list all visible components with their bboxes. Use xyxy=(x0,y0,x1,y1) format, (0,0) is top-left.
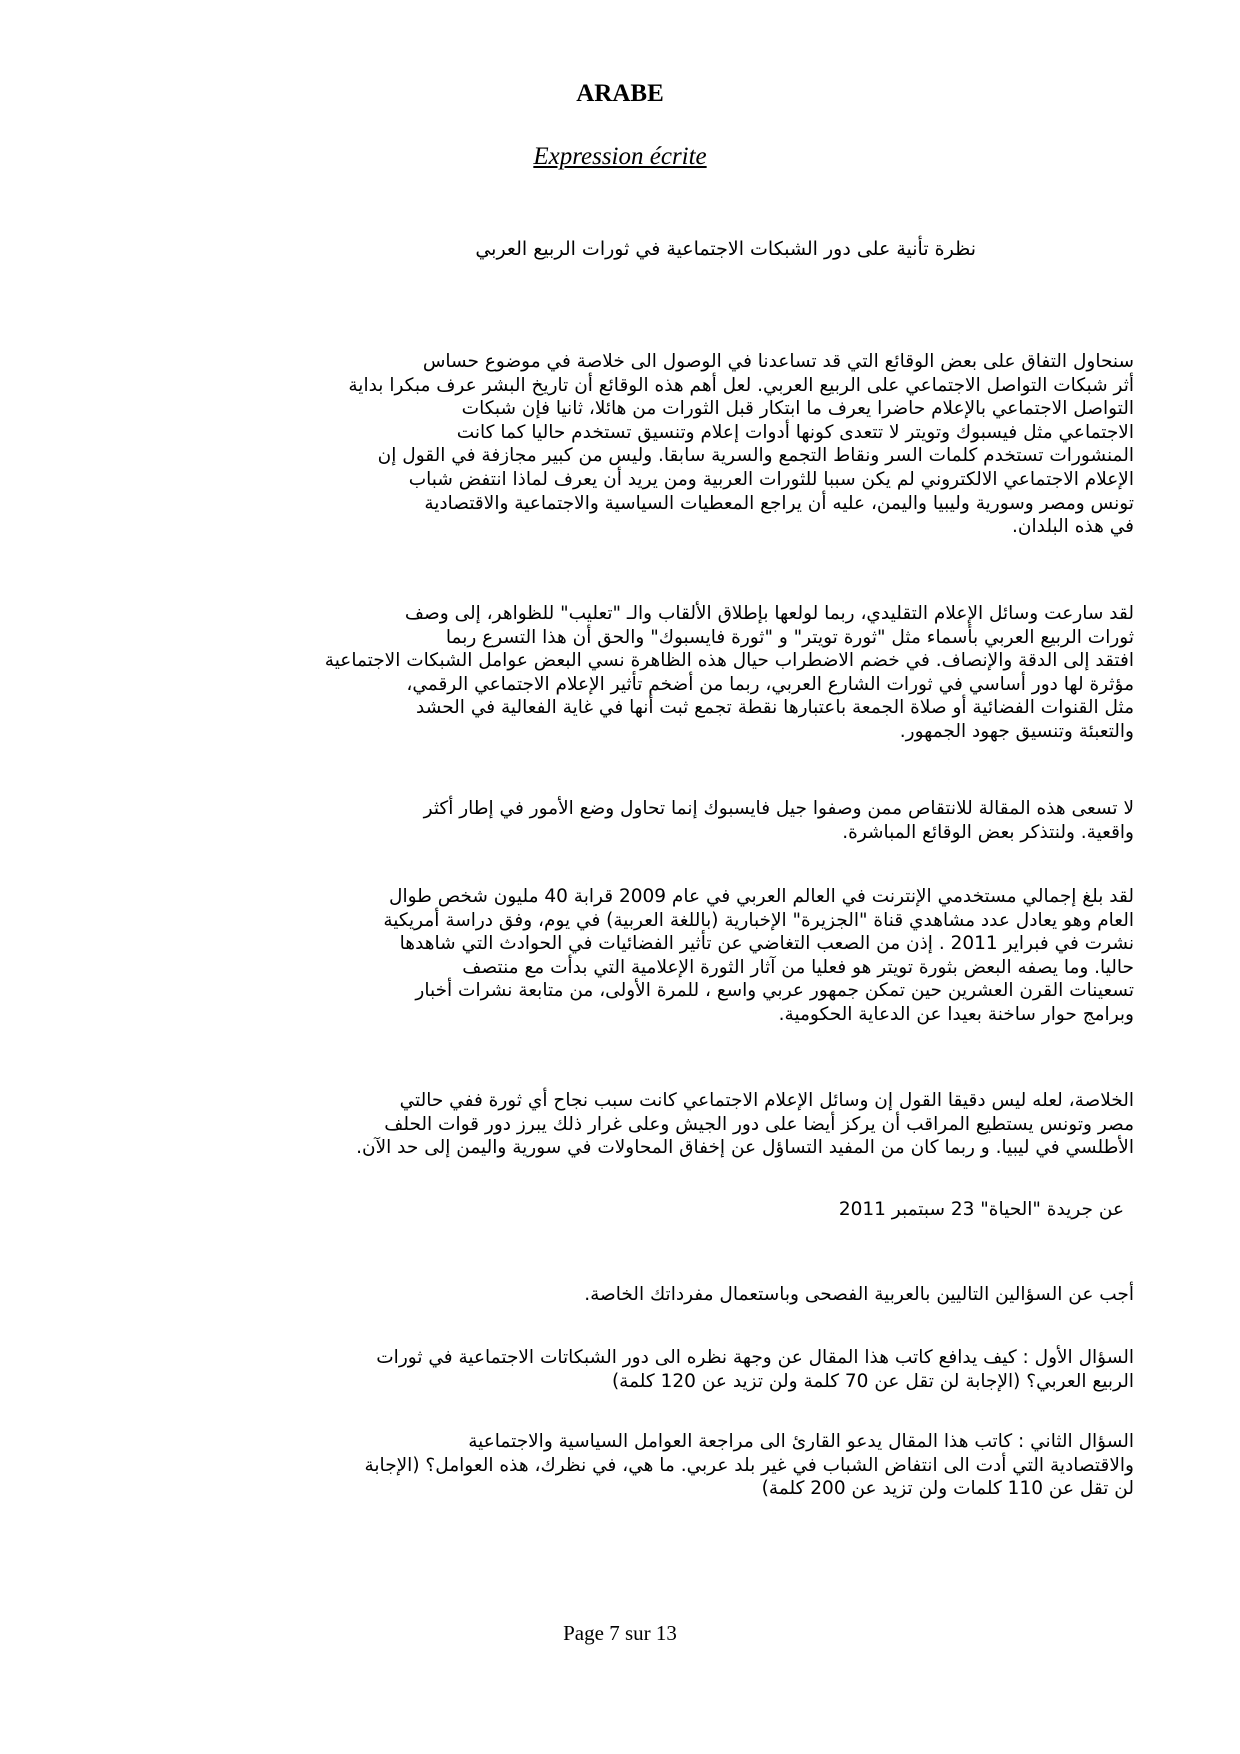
text-line: العام وهو يعادل عدد مشاهدي قناة "الجزيرة" الإخبارية (باللغة العربية) في يوم، وفق دراسة أمريكية xyxy=(383,909,1134,931)
text-line: التواصل الاجتماعي بالإعلام حاضرا يعرف ما ابتكار قبل الثورات من هائلا، ثانيا فإن شبكات xyxy=(461,398,1134,420)
page-title: ARABE xyxy=(576,80,664,107)
text-line: حاليا. وما يصفه البعض بثورة تويتر هو فعليا من آثار الثورة الإعلامية التي بدأت مع منتصف xyxy=(462,956,1134,978)
text-line: لا تسعى هذه المقالة للانتقاص ممن وصفوا جيل فايسبوك إنما تحاول وضع الأمور في إطار أكثر xyxy=(423,798,1134,819)
text-line: مصر وتونس يستطيع المراقب أن يركز أيضا على دور الجيش وعلى غرار ذلك يبرز دور قوات الحلف xyxy=(384,1113,1134,1135)
article-paragraph-4 xyxy=(118,885,1134,1027)
text-line: افتقد إلى الدقة والإنصاف. في خضم الاضطراب حيال هذه الظاهرة نسي البعض عوامل الشبكات الاجتماعية xyxy=(324,650,1134,672)
text-line: أثر شبكات التواصل الاجتماعي على الربيع العربي. لعل أهم هذه الوقائع أن تاريخ البشر عرف مبكرا بداية xyxy=(348,374,1134,396)
article-paragraph-3 xyxy=(118,797,1134,844)
page-subtitle: Expression écrite xyxy=(533,143,707,170)
source-line: عن جريدة "الحياة" 23 سبتمبر 2011 xyxy=(838,1199,1124,1220)
text-line: واقعية. ولنتذكر بعض الوقائع المباشرة. xyxy=(842,821,1134,843)
article-heading: نظرة تأنية على دور الشبكات الاجتماعية في ثورات الربيع العربي xyxy=(475,238,976,260)
text-line: والتعبئة وتنسيق جهود الجمهور. xyxy=(899,720,1134,742)
text-line: تسعينات القرن العشرين حين تمكن جمهور عربي واسع ، للمرة الأولى، من متابعة نشرات أخبار xyxy=(415,980,1134,1002)
text-line: الاجتماعي مثل فيسبوك وتويتر لا تتعدى كونها أدوات إعلام وتنسيق تستخدم حاليا كما كانت xyxy=(456,421,1134,443)
text-line: الخلاصة، لعله ليس دقيقا القول إن وسائل الإعلام الاجتماعي كانت سبب نجاح أي ثورة ففي حالتي xyxy=(399,1090,1134,1111)
page-number: Page 7 sur 13 xyxy=(563,1621,677,1645)
text-line: تونس ومصر وسورية وليبيا واليمن، عليه أن يراجع المعطيات السياسية والاجتماعية والاقتصادية xyxy=(424,492,1134,514)
article-paragraph-5 xyxy=(118,1089,1134,1160)
questions-instruction xyxy=(118,1283,1134,1307)
text-line: الربيع العربي؟ (الإجابة لن تقل عن 70 كلمة ولن تزيد عن 120 كلمة) xyxy=(611,1370,1134,1392)
question-1 xyxy=(118,1346,1134,1393)
text-line: أجب عن السؤالين التاليين بالعربية الفصحى وباستعمال مفرداتك الخاصة. xyxy=(584,1284,1134,1305)
article-paragraph-2 xyxy=(118,602,1134,744)
text-line: مؤثرة لها دور أساسي في ثورات الشارع العربي، ربما من أضخم تأثير الإعلام الاجتماعي الرقمي، xyxy=(406,673,1134,695)
text-line: وبرامج حوار ساخنة بعيدا عن الدعاية الحكومية. xyxy=(778,1003,1134,1025)
text-line: نشرت في فبراير 2011 . إذن من الصعب التغاضي عن تأثير الفضائيات في الحوادث التي شاهدها xyxy=(399,933,1134,955)
text-line: في هذه البلدان. xyxy=(1012,516,1134,538)
text-line: المنشورات تستخدم كلمات السر ونقاط التجمع والسرية سابقا. وليس من كبير مجازفة في القول إن xyxy=(377,445,1134,467)
text-line: لن تقل عن 110 كلمات ولن تزيد عن 200 كلمة) xyxy=(761,1478,1134,1500)
text-line: والاقتصادية التي أدت الى انتفاض الشباب في غير بلد عربي. ما هي، في نظرك، هذه العوامل؟ (الإجابة xyxy=(364,1454,1134,1476)
text-line: مثل القنوات الفضائية أو صلاة الجمعة باعتبارها نقطة تجمع ثبت أنها في غاية الفعالية في الحشد xyxy=(416,697,1134,719)
question-2 xyxy=(118,1430,1134,1501)
text-line: لقد سارعت وسائل الإعلام التقليدي، ربما لولعها بإطلاق الألقاب والـ "تعليب" للظواهر، إلى وصف xyxy=(404,603,1134,624)
article-source xyxy=(839,1198,1124,1222)
text-line: لقد بلغ إجمالي مستخدمي الإنترنت في العالم العربي في عام 2009 قرابة 40 مليون شخص طوال xyxy=(389,886,1134,907)
text-line: السؤال الأول : كيف يدافع كاتب هذا المقال عن وجهة نظره الى دور الشبكاتات الاجتماعية في ثورات xyxy=(376,1347,1134,1368)
text-line: الأطلسي في ليبيا. و ربما كان من المفيد التساؤل عن إخفاق المحاولات في سورية واليمن إلى حد الآن. xyxy=(356,1137,1134,1159)
text-line: ثورات الربيع العربي بأسماء مثل "ثورة تويتر" و "ثورة فايسبوك" والحق أن هذا التسرع ربما xyxy=(445,626,1134,648)
text-line: الإعلام الاجتماعي الالكتروني لم يكن سببا للثورات العربية ومن يريد أن يعرف لماذا انتفض شباب xyxy=(408,468,1134,490)
text-line: سنحاول التفاق على بعض الوقائع التي قد تساعدنا في الوصول الى خلاصة في موضوع حساس xyxy=(422,351,1134,372)
article-paragraph-1 xyxy=(118,350,1134,539)
text-line: السؤال الثاني : كاتب هذا المقال يدعو القارئ الى مراجعة العوامل السياسية والاجتماعية xyxy=(468,1431,1134,1452)
